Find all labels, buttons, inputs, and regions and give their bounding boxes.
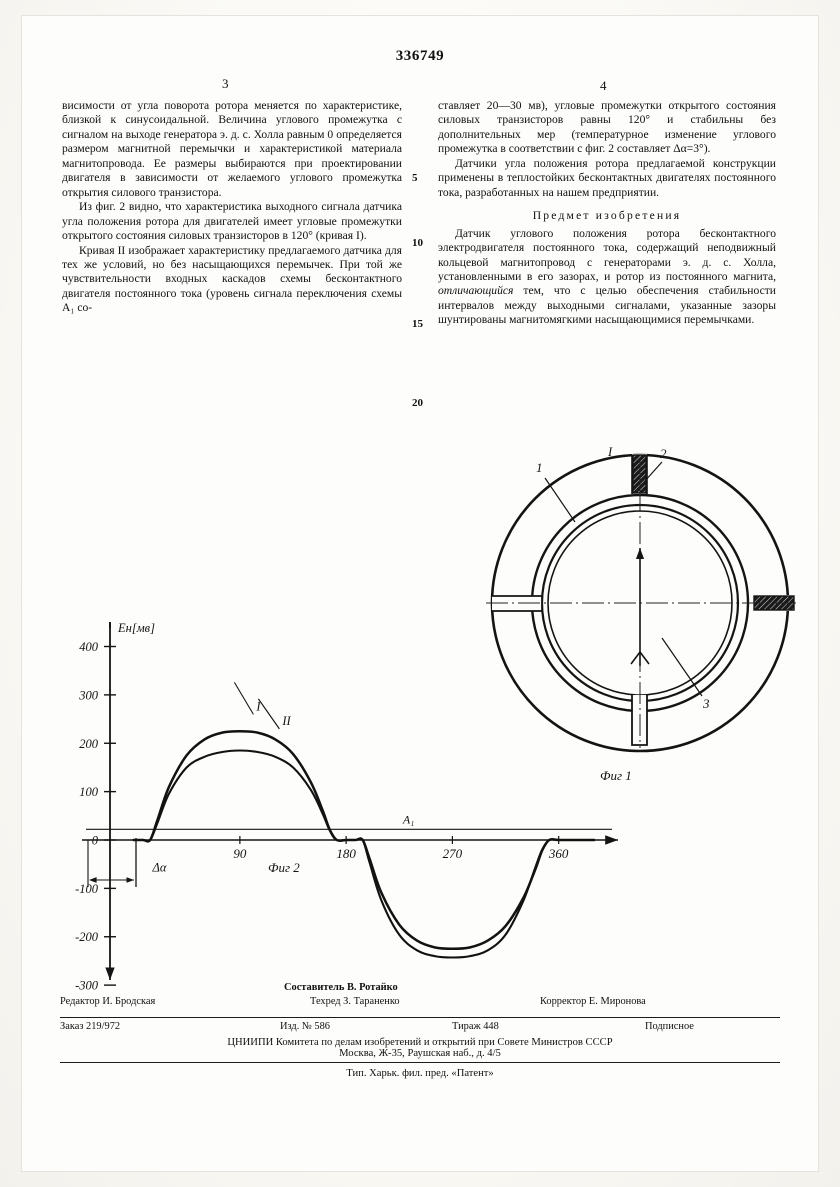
fig1-leader-3 bbox=[662, 638, 702, 696]
footer-corrector: Корректор Е. Миронова bbox=[540, 996, 646, 1007]
footer-techred: Техред З. Тараненко bbox=[310, 996, 400, 1007]
paragraph: висимости от угла поворота ротора меняется по характеристике, близкой к синусоидальной. Величина углового промежутка с сигналом на выходе генератора э. д. с. Холла равным 0 определяется размером магнитной перемычки и характеристикой материала магнитопровода. Ее размеры выбираются при проектировании двигателя в зависимости от желаемого углового промежутка открытия силового транзистора. bbox=[62, 99, 402, 199]
chart-x-tick-label: 270 bbox=[442, 846, 463, 861]
text-column-right bbox=[438, 99, 776, 328]
chart-x-tick-label: 90 bbox=[233, 846, 247, 861]
footer-block bbox=[60, 982, 780, 1079]
figure-1 bbox=[486, 445, 800, 783]
paragraph: ставляет 20—30 мв), угловые промежутки открытого состояния силовых транзисторов равны 120° и стабильны без дополнительных мер (температурное изменение углового промежутка в соответствии с фиг. 2 составляет Δα=3°). bbox=[438, 99, 776, 156]
line-number-15: 15 bbox=[412, 318, 423, 330]
footer-printer: Тип. Харьк. фил. пред. «Патент» bbox=[346, 1068, 494, 1079]
line-number-10: 10 bbox=[412, 237, 423, 249]
chart-threshold-label: A₁ bbox=[402, 812, 415, 827]
chart-x-tick-label: 180 bbox=[336, 846, 356, 861]
chart-curve-II bbox=[134, 751, 594, 958]
chart-leader-I bbox=[234, 682, 253, 714]
figure-1-caption: Фиг 1 bbox=[600, 768, 632, 783]
chart-y-tick-label: -100 bbox=[75, 881, 98, 896]
chart-delta-alpha-label: Δα bbox=[152, 860, 167, 875]
chart-y-tick-label: 0 bbox=[91, 833, 98, 848]
figures-svg bbox=[0, 440, 840, 1000]
footer-compiler: Составитель В. Ротайко bbox=[284, 982, 398, 993]
claim-keyword: отличающийся bbox=[438, 284, 514, 298]
figure-2-caption: Фиг 2 bbox=[268, 860, 300, 875]
figures-area bbox=[0, 440, 840, 1000]
section-heading: Предмет изобретения bbox=[532, 209, 682, 223]
chart-y-tick-label: 300 bbox=[79, 688, 98, 703]
footer-edition: Изд. № 586 bbox=[280, 1021, 330, 1032]
footer-address: Москва, Ж-35, Раушская наб., д. 4/5 bbox=[339, 1048, 501, 1059]
chart-y-tick-label: -200 bbox=[75, 930, 98, 945]
fig1-label-1: 1 bbox=[536, 460, 543, 475]
claim-text-pre: Датчик углового положения ротора бесконтактного электродвигателя постоянного тока, содержащий неподвижный кольцевой магнитопровод с генераторами э. д. с. Холла, установленными в его зазорах, и ротор из постоянного магнита, bbox=[438, 226, 776, 283]
chart-y-tick-label: 400 bbox=[79, 640, 98, 655]
figure-2-chart bbox=[75, 621, 618, 993]
footer-subscription: Подписное bbox=[645, 1021, 694, 1032]
fig1-label-2: 2 bbox=[660, 446, 667, 461]
paragraph: Кривая II изображает характеристику предлагаемого датчика для тех же условий, но без насыщающихся перемычек. При той же чувствительности входных каскадов схемы бесконтактного двигателя постоянного тока (уровень сигнала переключения схемы A₁ со- bbox=[62, 243, 402, 315]
chart-y-tick-label: -300 bbox=[75, 978, 98, 993]
fig1-label-3: 3 bbox=[703, 696, 710, 711]
footer-circulation: Тираж 448 bbox=[452, 1021, 499, 1032]
fig1-label-gap-top: I bbox=[608, 445, 613, 459]
footer-divider-top bbox=[60, 1017, 780, 1018]
footer-institute: ЦНИИПИ Комитета по делам изобретений и открытий при Совете Министров СССР bbox=[227, 1037, 613, 1048]
fig1-leader-1 bbox=[545, 478, 575, 522]
footer-divider-bottom bbox=[60, 1062, 780, 1063]
chart-delta-alpha-marker bbox=[88, 838, 167, 887]
chart-curve-label-I: I bbox=[256, 699, 261, 714]
chart-y-tick-label: 200 bbox=[79, 736, 98, 751]
patent-number: 336749 bbox=[395, 48, 445, 64]
chart-y-tick-label: 100 bbox=[79, 785, 98, 800]
column-number-left: 3 bbox=[222, 76, 229, 91]
footer-editor: Редактор И. Бродская bbox=[60, 996, 156, 1007]
chart-curve-label-II: II bbox=[282, 713, 291, 728]
footer-order: Заказ 219/972 bbox=[60, 1021, 121, 1032]
chart-y-axis-label: Eн[мв] bbox=[118, 621, 155, 635]
chart-leader-II bbox=[258, 699, 279, 729]
claim-paragraph bbox=[438, 227, 776, 328]
paragraph: Датчики угла положения ротора предлагаемой конструкции применены в теплостойких бесконтактных двигателях постоянного тока, разработанных на нашем предприятии. bbox=[438, 156, 776, 199]
line-number-20: 20 bbox=[412, 397, 423, 409]
column-number-right: 4 bbox=[600, 78, 607, 93]
line-number-5: 5 bbox=[412, 172, 418, 184]
text-column-left bbox=[62, 99, 402, 316]
paragraph: Из фиг. 2 видно, что характеристика выходного сигнала датчика угла положения ротора для двигателей имеет угловые промежутки открытого состояния силовых транзисторов в 120° (кривая I). bbox=[62, 200, 402, 243]
claim-text-post: тем, что с целью обеспечения стабильности интервалов между выходными сигналами, указанные зазоры шунтированы магнитомягкими насыщающимися перемычками. bbox=[438, 284, 776, 327]
chart-x-tick-label: 360 bbox=[548, 846, 569, 861]
